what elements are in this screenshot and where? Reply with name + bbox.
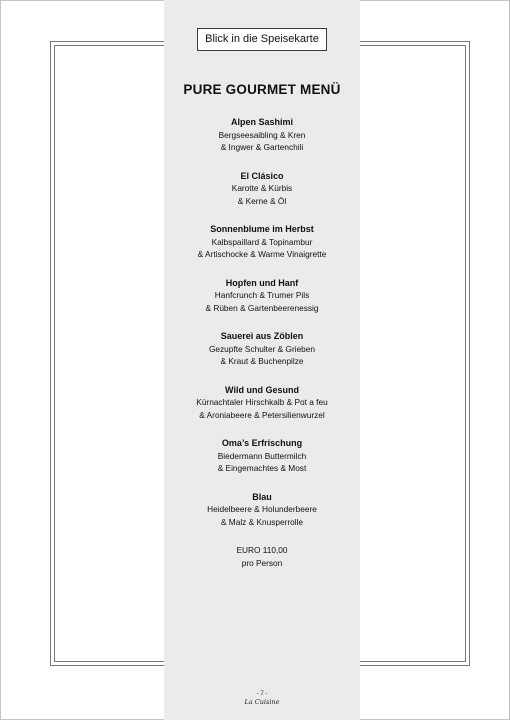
course-name: Oma’s Erfrischung [221,438,303,448]
menu-title: PURE GOURMET MENÜ [183,82,341,97]
course-description: Biedermann Buttermilch [217,450,307,461]
course-item [164,223,360,261]
course-description: & Malz & Knusperrolle [220,516,304,527]
course-description: Kalbspaillard & Topinambur [211,236,313,247]
course-description: Heidelbeere & Holunderbeere [207,504,317,514]
course-description: & Kerne & Öl [237,195,287,206]
course-description: Hanfcrunch & Trumer Pils [214,290,310,300]
course-name: El Clásico [240,170,284,181]
course-name: Wild und Gesund [225,384,299,395]
course-item [164,384,360,422]
view-menu-button[interactable]: Blick in die Speisekarte [197,28,327,51]
course-description: Gezupfte Schulter & Grieben [208,343,316,354]
course-item [164,491,360,529]
course-description: & Eingemachtes & Most [217,463,307,473]
price-block [164,544,360,569]
course-name: Blau [252,491,272,502]
page-footer [164,690,360,707]
course-item [164,437,360,475]
course-item [164,277,360,315]
course-description: & Rüben & Gartenbeerenessig [205,302,319,313]
course-description: Karotte & Kürbis [231,183,293,193]
course-description: & Artischocke & Warme Vinaigrette [197,249,327,259]
page-number: - 7 - [256,691,268,697]
course-name: Alpen Sashimi [230,117,293,127]
menu-content [164,82,360,569]
course-item [164,170,360,208]
course-description: Kürnachtaler Hirschkalb & Pot a feu [196,397,328,407]
menu-price: EURO 110,00 [236,545,288,555]
course-name: Hopfen und Hanf [225,277,299,288]
course-name: Sauerei aus Zöblen [220,331,304,341]
course-description: & Aroniabeere & Petersilienwurzel [199,409,325,420]
course-item [164,116,360,154]
course-description: & Kraut & Buchenpilze [220,356,304,366]
course-description: Bergseesaibling & Kren [218,129,306,140]
brand-signature: La Cuisine [244,698,280,706]
course-description: & Ingwer & Gartenchili [220,142,304,152]
course-item [164,330,360,368]
menu-price-note: pro Person [241,557,283,568]
course-name: Sonnenblume im Herbst [210,224,314,234]
course-list [164,116,360,528]
